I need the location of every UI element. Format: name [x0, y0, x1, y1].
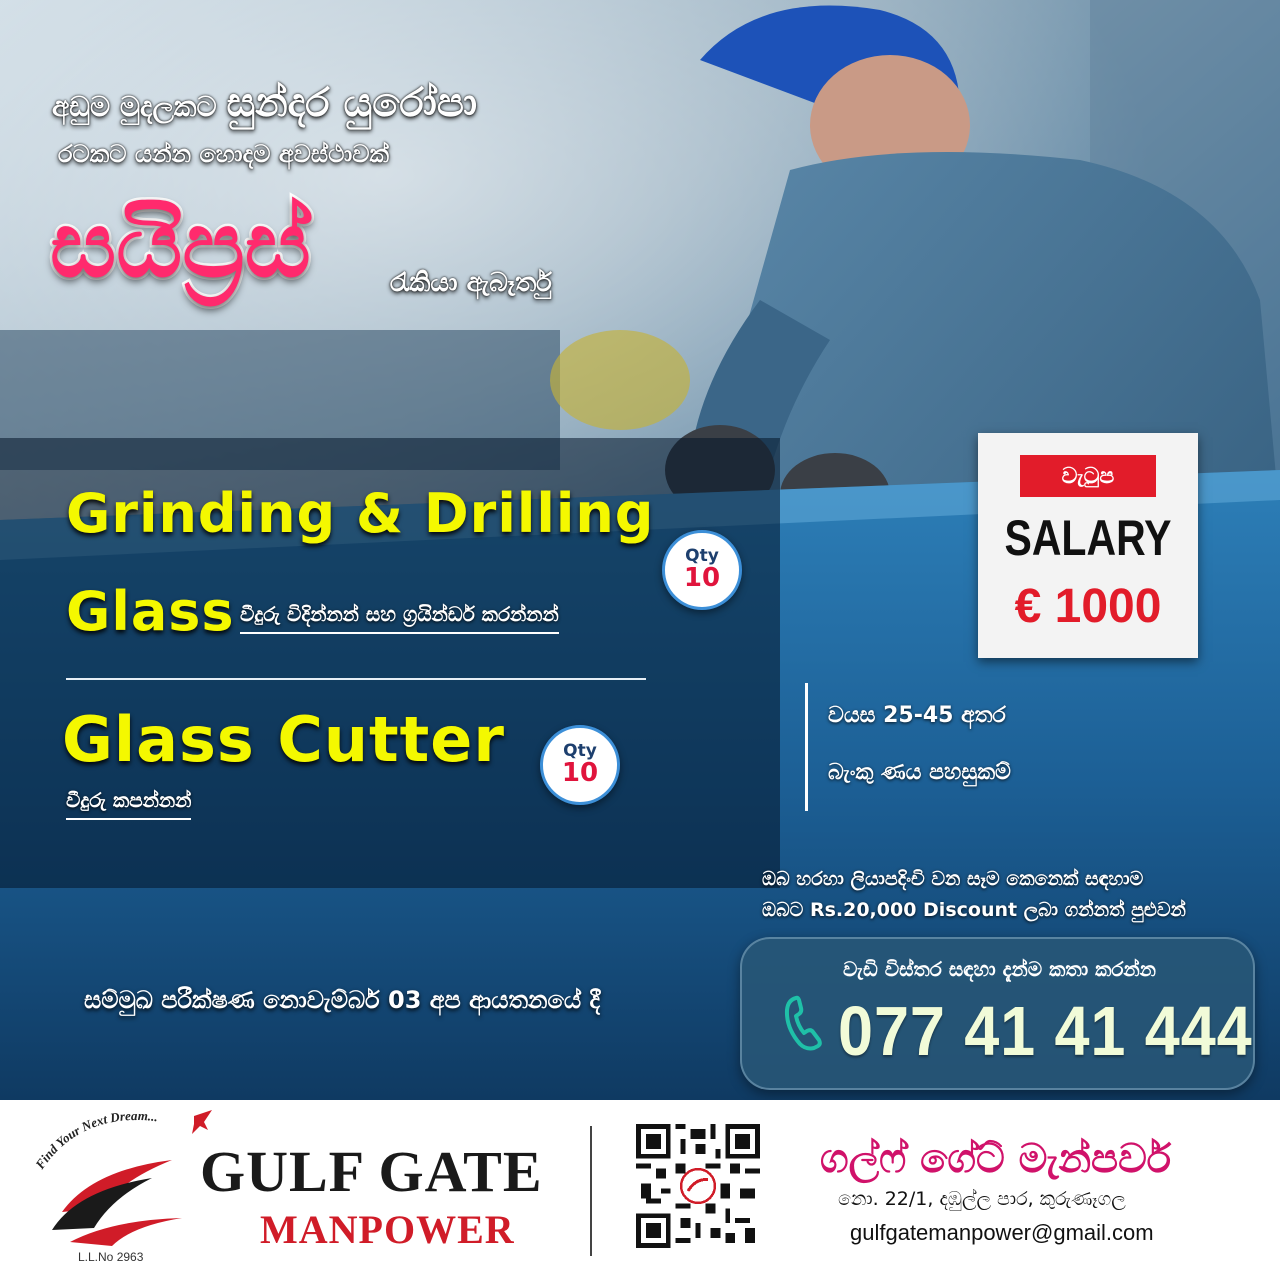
discount-line2: ඔබට Rs.20,000 Discount ලබා ගන්නත් පුළුවන් [762, 899, 1186, 921]
headline-big-text: සුන්දර යුරෝපා [226, 80, 478, 126]
qty-number: 10 [683, 562, 721, 593]
contact-pill[interactable] [740, 937, 1255, 1090]
brand-name: GULF GATE [200, 1139, 543, 1204]
svg-text:Find Your Next Dream... [32, 1108, 159, 1173]
job1-sinhala-title: වීදුරු විදින්නන් සහ ග්‍රයින්ඩර් කරන්නන් [240, 602, 559, 634]
footer-divider [590, 1126, 592, 1256]
logo-tagline: Find Your Next Dream... [32, 1107, 159, 1172]
company-name-sinhala: ගල්ෆ් ගේට් මැන්පවර් [820, 1136, 1172, 1182]
qty-label: Qty [685, 545, 719, 566]
footer [0, 1100, 1280, 1280]
salary-tag: වැටුප [1020, 455, 1156, 497]
job-divider [66, 678, 646, 680]
company-email[interactable]: gulfgatemanpower@gmail.com [850, 1220, 1154, 1245]
phone-icon [782, 994, 826, 1052]
job2-sinhala-title: වීදුරු කපන්නන් [66, 788, 191, 820]
job2-qty-badge [540, 725, 620, 805]
gulf-gate-logo [22, 1100, 212, 1270]
brand-subtitle: MANPOWER [260, 1207, 515, 1252]
requirements-bar [805, 683, 808, 811]
salary-label: SALARY [1004, 510, 1172, 566]
job1-title-line2: Glass [66, 580, 235, 643]
headline-small-text: අඩුම මුදලකට [52, 90, 217, 123]
job2-title: Glass Cutter [62, 703, 505, 776]
discount-line1: ඔබ හරහා ලියාපදිංචි වන සෑම කෙනෙක් සඳහාම [762, 868, 1144, 890]
interview-notice: සම්මුඛ පරීක්ෂණ නොවැම්බර් 03 අප ආයතනයේ දී [84, 986, 601, 1014]
qty-number: 10 [561, 757, 599, 788]
company-address: නො. 22/1, දඹුල්ල පාර, කුරුණෑගල [838, 1188, 1126, 1210]
salary-amount: € 1000 [1014, 580, 1162, 633]
requirement-loan: බැංකු ණය පහසුකම් [828, 760, 1011, 785]
headline-line2: රටකට යන්න හොදම අවස්ථාවක් [58, 140, 390, 168]
license-number: L.L.No 2963 [78, 1250, 144, 1264]
contact-caption: වැඩි විස්තර සඳහා දැන්ම කතා කරන්න [843, 957, 1156, 981]
qr-code[interactable] [636, 1124, 760, 1248]
requirement-age: වයස 25-45 අතර [828, 703, 1006, 728]
phone-number[interactable]: 077 41 41 444 [838, 992, 1253, 1070]
country-title: සයිප්‍රස් [50, 191, 311, 298]
salary-card [978, 433, 1198, 658]
jobs-subtitle: රැකියා ඇබෑර්තු [390, 268, 552, 298]
job1-title-line1: Grinding & Drilling [66, 482, 655, 545]
job1-qty-badge [662, 530, 742, 610]
headline-line1 [52, 80, 477, 126]
qty-label: Qty [563, 740, 597, 761]
